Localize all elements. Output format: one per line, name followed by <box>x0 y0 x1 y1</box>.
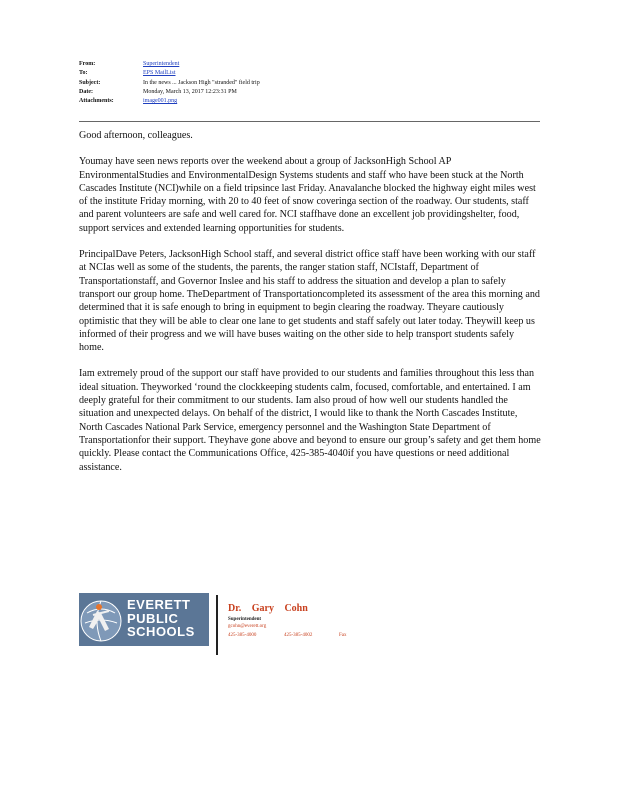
subject-label: Subject: <box>79 79 101 86</box>
from-link[interactable]: Superintendent <box>143 61 180 67</box>
subject-value: In the news ... Jackson High "stranded" field trip <box>143 79 260 86</box>
date-value: Monday, March 13, 2017 12:23:31 PM <box>143 88 237 95</box>
attachments-label: Attachments: <box>79 98 114 105</box>
signature-phone: 425-385-4000 <box>228 633 257 638</box>
email-header <box>79 61 539 107</box>
greeting: Good afternoon, colleagues. <box>79 130 193 141</box>
district-logo <box>79 593 209 646</box>
signature-title: Superintendent <box>228 617 262 622</box>
signature-divider <box>216 595 218 655</box>
email-signature <box>79 593 379 648</box>
logo-line-1: EVERETT <box>127 597 191 612</box>
signature-name: Dr. Gary Cohn <box>228 603 308 614</box>
logo-wordmark <box>127 598 195 639</box>
date-row <box>79 89 539 98</box>
paragraph-1: Youmay have seen news reports over the weekend about a group of JacksonHigh School AP EnvironmentalStudies and EnvironmentalDesign Systems students and staff who have been stuck at the North Cascades Institute (NCI)while on a field tripsince last Friday. Anavalanche blocked the highway eight miles west of the institute Friday morning, with 20 to 40 feet of snow coveringa section of the roadway. Our students, staff and parent volunteers are safe and well cared for. NCI staffhave done an excellent job providingshelter, food, support services and extended learning opportunities for students. <box>79 156 536 234</box>
signature-email[interactable]: gcohn@everett.org <box>228 624 267 629</box>
header-divider <box>79 121 540 122</box>
attachments-row <box>79 98 539 107</box>
email-body <box>79 129 541 487</box>
logo-line-2: PUBLIC <box>127 610 179 626</box>
logo-line-3: SCHOOLS <box>127 624 195 639</box>
signature-fax-label: Fax <box>339 633 347 638</box>
subject-row <box>79 80 539 89</box>
paragraph-2: PrincipalDave Peters, JacksonHigh School staff, and several district office staff have been working with our staff at NCIas well as some of the students, the parents, the ranger station staff, NCIstaff, Department of Transportationstaff, and Governor Inslee and his staff to address the situation and develop a plan to safely transport our group home. TheDepartment of Transportationcompleted its assessment of the area this morning and determined that it is safe enough to bring in equipment to begin clearing the roadway. Theyare cautiously optimistic that they will be able to clear one lane to get students and staff safely out later today. Theywill keep us informed of their progress and we will have buses waiting on the other side to help transport students safely home. <box>79 249 540 354</box>
date-label: Date: <box>79 88 93 95</box>
signature-fax: 425-385-4002 <box>284 633 313 638</box>
attachment-link[interactable]: image001.png <box>143 98 178 105</box>
from-label: From: <box>79 61 96 67</box>
paragraph-3: Iam extremely proud of the support our staff have provided to our students and families throughout this less than ideal situation. Theyworked ‘round the clockkeeping students calm, focused, comfortable, and entertained. I am deeply grateful for their commitment to our students. Iam also proud of how well our students handled the situation and unexpected delays. On behalf of the district, I would like to thank the North Cascades Institute, North Cascades National Park Service, emergency personnel and the Washington State Department of Transportationfor their support. Theyhave gone above and beyond to ensure our group’s safety and get them home quickly. Please contact the Communications Office, 425-385-4040if you have questions or need additional assistance. <box>79 368 541 473</box>
from-row <box>79 61 539 70</box>
to-row <box>79 70 539 79</box>
to-link[interactable]: EPS MailList <box>143 70 176 77</box>
to-label: To: <box>79 70 88 77</box>
